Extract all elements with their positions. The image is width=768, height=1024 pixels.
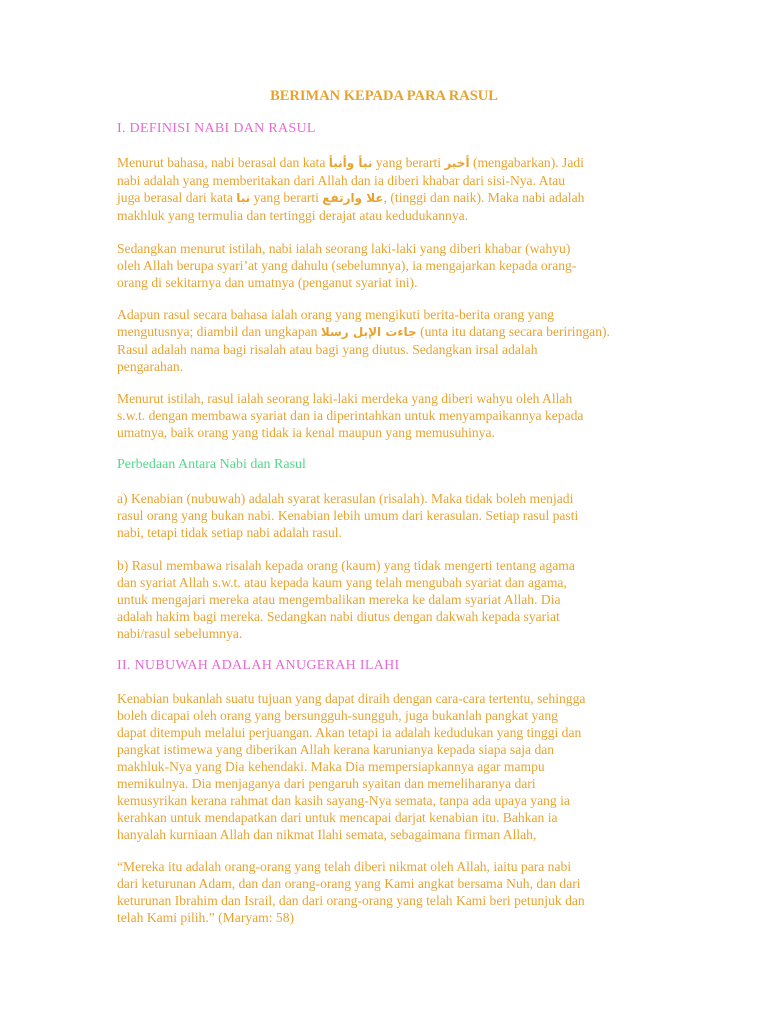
text-line: kerahkan untuk mendapatkan dari untuk mencapai darjat kenabian itu. Bahkan ia <box>117 810 558 825</box>
arabic-text: نبأ وأنبأ <box>328 156 373 170</box>
text-line <box>117 154 662 172</box>
arabic-text: أخبر <box>444 156 470 170</box>
text-span: juga berasal dari kata <box>117 190 237 205</box>
text-line: makhluk-Nya yang Dia kehendaki. Maka Dia mempersiapkannya agar mampu <box>117 759 545 774</box>
text-line: keturunan Ibrahim dan Israil, dan dari orang-orang yang telah Kami beri petunjuk dan <box>117 893 585 908</box>
text-line: dari keturunan Adam, dan dan orang-orang yang Kami angkat bersama Nuh, dan dari <box>117 876 581 891</box>
paragraph-rasul-bahasa <box>117 306 662 375</box>
text-line: “Mereka itu adalah orang-orang yang telah diberi nikmat oleh Allah, iaitu para nabi <box>117 859 572 874</box>
paragraph-nabi-istilah <box>117 240 662 291</box>
paragraph-rasul-istilah <box>117 390 662 441</box>
text-line: dapat ditempuh melalui perjuangan. Akan tetapi ia adalah kedudukan yang tinggi dan <box>117 725 582 740</box>
text-line: Kenabian bukanlah suatu tujuan yang dapat diraih dengan cara-cara tertentu, sehingga <box>117 691 586 706</box>
text-line: umatnya, baik orang yang tidak ia kenal maupun yang memusuhinya. <box>117 425 495 440</box>
text-span: , (tinggi dan naik). Maka nabi adalah <box>383 190 585 205</box>
text-line: pengarahan. <box>117 359 184 374</box>
section-heading-nubuwah: II. NUBUWAH ADALAH ANUGERAH ILAHI <box>117 658 400 673</box>
text-line: b) Rasul membawa risalah kepada orang (kaum) yang tidak mengerti tentang agama <box>117 558 575 573</box>
text-span: yang berarti <box>372 155 445 170</box>
paragraph-nubuwah <box>117 690 662 843</box>
text-span: (mengabarkan). Jadi <box>469 155 584 170</box>
text-line: nabi adalah yang memberitakan dari Allah dan ia diberi khabar dari sisi-Nya. Atau <box>117 173 566 188</box>
section-heading-definisi: I. DEFINISI NABI DAN RASUL <box>117 121 316 136</box>
text-line: untuk mengajari mereka atau mengembalikan mereka ke dalam syariat Allah. Dia <box>117 592 561 607</box>
text-line <box>117 323 662 341</box>
text-line: adalah hakim bagi mereka. Sedangkan nabi diutus dengan dakwah kepada syariat <box>117 609 560 624</box>
text-span: mengutusnya; diambil dan ungkapan <box>117 324 321 339</box>
quote-maryam <box>117 858 662 926</box>
subsection-heading-perbedaan: Perbedaan Antara Nabi dan Rasul <box>117 457 306 472</box>
text-line: oleh Allah berupa syari’at yang dahulu (sebelumnya), ia mengajarkan kepada orang- <box>117 258 577 273</box>
text-line: rasul orang yang bukan nabi. Kenabian lebih umum dari kerasulan. Setiap rasul pasti <box>117 508 579 523</box>
text-line: Rasul adalah nama bagi risalah atau bagi yang diutus. Sedangkan irsal adalah <box>117 342 538 357</box>
text-line: Sedangkan menurut istilah, nabi ialah seorang laki-laki yang diberi khabar (wahyu) <box>117 241 571 256</box>
text-span: Menurut bahasa, nabi berasal dan kata <box>117 155 329 170</box>
text-span: (unta itu datang secara beriringan). <box>416 324 610 339</box>
text-line: memikulnya. Dia menjaganya dari pengaruh syaitan dan memeliharanya dari <box>117 776 536 791</box>
paragraph-perbedaan-b <box>117 557 662 642</box>
text-line: s.w.t. dengan membawa syariat dan ia diperintahkan untuk menyampaikannya kepada <box>117 408 584 423</box>
text-line: kemusyrikan kerana rahmat dan kasih sayang-Nya semata, tanpa ada upaya yang ia <box>117 793 570 808</box>
text-line: nabi/rasul sebelumnya. <box>117 626 243 641</box>
text-line: dan syariat Allah s.w.t. atau kepada kaum yang telah mengubah syariat dan agama, <box>117 575 567 590</box>
text-line: Adapun rasul secara bahasa ialah orang yang mengikuti berita-berita orang yang <box>117 307 555 322</box>
text-line: makhluk yang termulia dan tertinggi derajat atau kedudukannya. <box>117 208 469 223</box>
paragraph-nabi-bahasa <box>117 154 662 224</box>
text-line: hanyalah kurniaan Allah dan nikmat Ilahi semata, sebagaimana firman Allah, <box>117 827 537 842</box>
text-line: nabi, tetapi tidak setiap nabi adalah rasul. <box>117 525 342 540</box>
paragraph-perbedaan-a <box>117 490 662 541</box>
text-line: orang di sekitarnya dan umatnya (penganut syariat ini). <box>117 275 418 290</box>
text-line: boleh dicapai oleh orang yang bersungguh-sungguh, juga bukanlah pangkat yang <box>117 708 558 723</box>
text-line: a) Kenabian (nubuwah) adalah syarat kerasulan (risalah). Maka tidak boleh menjadi <box>117 491 574 506</box>
arabic-text: جاءت الإبل رسلا <box>320 325 417 339</box>
text-line: pangkat istimewa yang diberikan Allah kerana karunianya kepada siapa saja dan <box>117 742 555 757</box>
text-span: yang berarti <box>250 190 323 205</box>
arabic-text: علا وارتفع <box>322 191 384 205</box>
text-line: telah Kami pilih.” (Maryam: 58) <box>117 910 295 925</box>
text-line: Menurut istilah, rasul ialah seorang laki-laki merdeka yang diberi wahyu oleh Allah <box>117 391 573 406</box>
text-line <box>117 189 662 207</box>
document-title: BERIMAN KEPADA PARA RASUL <box>270 88 498 104</box>
arabic-text: نبا <box>236 191 251 205</box>
